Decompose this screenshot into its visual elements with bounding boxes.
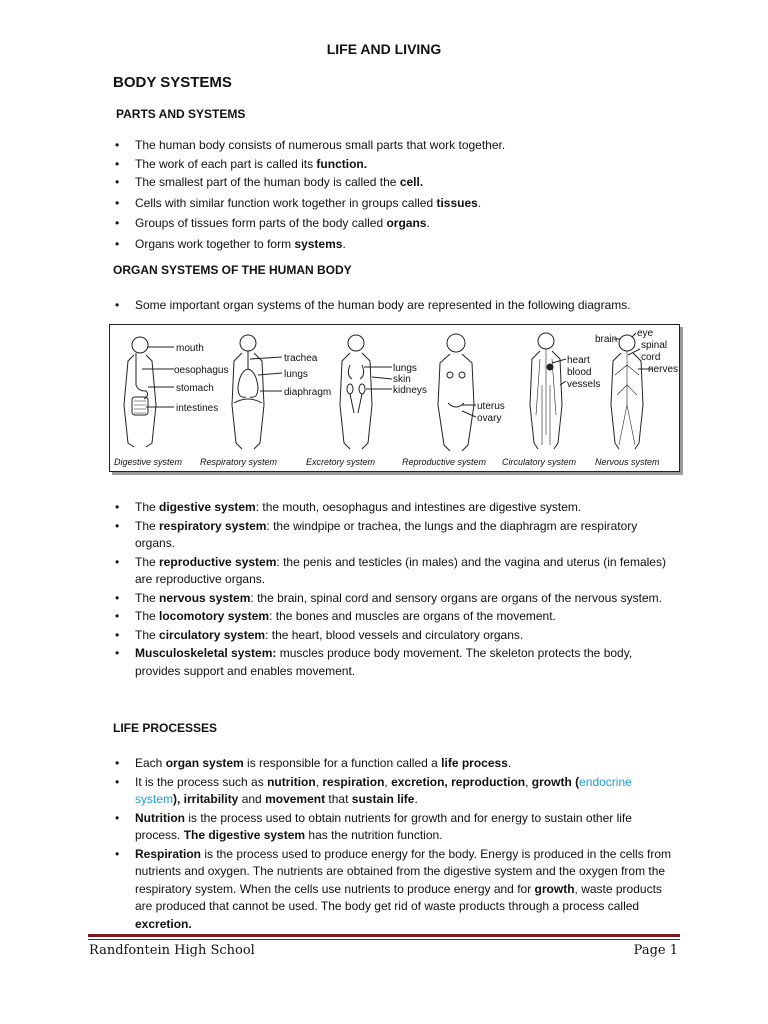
caption-digestive: Digestive system <box>114 457 183 467</box>
page-title: LIFE AND LIVING <box>326 41 442 57</box>
respiratory-figure <box>232 335 264 449</box>
label-uterus: uterus <box>477 401 505 412</box>
subheading-parts-and-systems: PARTS AND SYSTEMS <box>116 107 246 121</box>
list-item: • The nervous system: the brain, spinal cord and sensory organs are organs of the nervous system. <box>113 590 673 608</box>
list-item: • Respiration is the process used to produce energy for the body. Energy is produced in the cells from nutrients and oxygen. The nutrients are obtained from the digestive system and the oxygen from the respiratory system. When the cells use nutrients to produce energy and for growth, waste products are produced that cannot be used. The body get rid of waste products through a process called excretion. <box>113 846 673 934</box>
reproductive-figure <box>438 334 474 451</box>
parts-list <box>113 137 673 254</box>
list-item: • Each organ system is responsible for a function called a life process. <box>113 755 673 773</box>
organ-systems-figure <box>109 324 680 472</box>
label-intestines: intestines <box>176 403 219 414</box>
label-diaphragm: diaphragm <box>284 387 332 398</box>
label-heart: heart <box>567 355 590 366</box>
caption-excretory: Excretory system <box>306 457 376 467</box>
excretory-figure <box>340 335 372 449</box>
label-brain: brain <box>595 334 618 345</box>
label-eye: eye <box>637 328 654 339</box>
label-mouth: mouth <box>176 343 204 354</box>
section-heading-life-processes: LIFE PROCESSES <box>113 721 218 735</box>
caption-reproductive: Reproductive system <box>402 457 487 467</box>
endocrine-system-link[interactable]: endocrine system <box>135 774 632 806</box>
list-item: • Organs work together to form systems. <box>113 236 673 254</box>
caption-respiratory: Respiratory system <box>200 457 278 467</box>
list-item: • The locomotory system: the bones and muscles are organs of the movement. <box>113 608 673 626</box>
section-heading-body-systems: BODY SYSTEMS <box>113 74 232 91</box>
list-item: • The circulatory system: the heart, blood vessels and circulatory organs. <box>113 627 673 645</box>
footer-page-number: Page 1 <box>633 943 678 958</box>
list-item: • The human body consists of numerous small parts that work together. <box>113 137 673 155</box>
footer-school-name: Randfontein High School <box>89 943 255 958</box>
list-item: • Nutrition is the process used to obtain nutrients for growth and for energy to sustain other life process. The digestive system has the nutrition function. <box>113 810 673 845</box>
list-item: • The reproductive system: the penis and testicles (in males) and the vagina and uterus (in females) are reproductive organs. <box>113 554 673 589</box>
label-blood: blood <box>567 367 592 378</box>
nervous-figure <box>611 335 643 449</box>
caption-circulatory: Circulatory system <box>502 457 577 467</box>
label-skin: skin <box>393 374 411 385</box>
list-item: • Cells with similar function work together in groups called tissues. <box>113 195 673 213</box>
label-stomach: stomach <box>176 383 214 394</box>
footer-rule <box>88 934 680 937</box>
list-item: • The respiratory system: the windpipe or trachea, the lungs and the diaphragm are respiratory organs. <box>113 518 673 553</box>
label-vessels: vessels <box>567 379 601 390</box>
list-item: • It is the process such as nutrition, respiration, excretion, reproduction, growth (endocrine system), irritability and movement that sustain life. <box>113 774 673 809</box>
footer-rule-thin <box>88 939 680 940</box>
label-kidneys: kidneys <box>393 385 427 396</box>
label-spinal: spinal <box>641 340 668 351</box>
label-ovary: ovary <box>477 413 502 424</box>
list-item: • The digestive system: the mouth, oesophagus and intestines are digestive system. <box>113 499 673 517</box>
list-item: • Musculoskeletal system: muscles produce body movement. The skeleton protects the body, provides support and enables movement. <box>113 645 673 680</box>
list-item: • Some important organ systems of the human body are represented in the following diagrams. <box>113 297 673 315</box>
list-item: • Groups of tissues form parts of the body called organs. <box>113 215 673 233</box>
intro-list <box>113 297 673 315</box>
label-nerves: nerves <box>648 364 679 375</box>
label-lungs: lungs <box>284 369 308 380</box>
label-cord: cord <box>641 352 661 363</box>
digestive-figure <box>124 337 156 447</box>
systems-list <box>113 499 673 681</box>
list-item: • The work of each part is called its function. <box>113 156 673 174</box>
life-processes-list <box>113 755 673 934</box>
section-heading-organ-systems: ORGAN SYSTEMS OF THE HUMAN BODY <box>113 263 352 277</box>
label-trachea: trachea <box>284 353 318 364</box>
list-item: • The smallest part of the human body is called the cell. <box>113 174 673 192</box>
circulatory-figure <box>530 333 562 449</box>
label-oesophagus: oesophagus <box>174 365 229 376</box>
label-lungs-excretory: lungs <box>393 363 417 374</box>
caption-nervous: Nervous system <box>595 457 660 467</box>
